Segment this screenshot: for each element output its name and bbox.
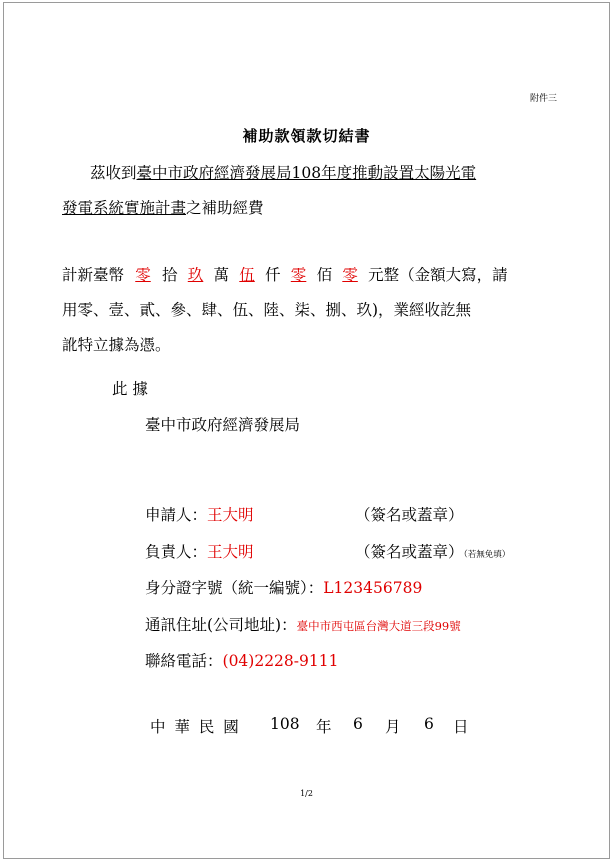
- date-year: 108: [270, 715, 300, 733]
- intro-plan-name-2: 發電系統實施計畫: [62, 199, 187, 217]
- intro-prefix: 茲收到: [90, 164, 137, 182]
- amount-line-1: [62, 263, 508, 285]
- responsible-sign-note: （簽名或蓋章）: [355, 543, 464, 561]
- applicant-row: [145, 503, 464, 525]
- address-label: 通訊住址(公司地址)：: [145, 616, 297, 634]
- applicant-value: 王大明: [207, 506, 254, 524]
- amount-unit-qian: 仟: [265, 266, 281, 284]
- phone-value: (04)2228-9111: [222, 652, 339, 670]
- amount-digit-hundred: 零: [290, 266, 307, 284]
- date-month: 6: [353, 715, 363, 733]
- amount-lead: 計新臺幣: [62, 266, 125, 284]
- date-day: 6: [424, 715, 434, 733]
- date-month-unit: 月: [385, 718, 401, 736]
- amount-digit-ten: 零: [342, 266, 358, 284]
- responsible-row: [145, 540, 510, 562]
- recipient-name: 臺中市政府經濟發展局: [145, 416, 301, 434]
- amount-unit-wan: 萬: [213, 266, 230, 284]
- evidence-label: 此 據: [112, 380, 148, 398]
- id-row: [145, 576, 422, 598]
- amount-unit-ten: 拾: [162, 266, 178, 284]
- responsible-optional-note: （若無免填）: [463, 550, 511, 560]
- amount-digit-tens-thousand: 零: [135, 266, 151, 284]
- amount-note-line-3: 訛特立據為憑。: [62, 336, 171, 354]
- phone-row: [145, 649, 338, 671]
- intro-suffix: 之補助經費: [186, 199, 264, 217]
- document-title: 補助款領款切結書: [242, 127, 371, 145]
- amount-unit-bai: 佰: [316, 266, 333, 284]
- intro-line-2: [62, 196, 264, 218]
- date-year-unit: 年: [316, 718, 332, 736]
- address-value: 臺中市西屯區台灣大道三段99號: [296, 619, 461, 633]
- page-number: 1/2: [300, 789, 313, 798]
- applicant-label: 申請人：: [145, 506, 208, 524]
- intro-plan-name-1: 臺中市政府經濟發展局108年度推動設置太陽光電: [136, 164, 477, 182]
- phone-label: 聯絡電話：: [145, 652, 223, 670]
- responsible-value: 王大明: [207, 543, 254, 561]
- amount-unit-yuan: 元整: [368, 266, 400, 284]
- responsible-label: 負責人：: [145, 543, 208, 561]
- document-page: [3, 2, 610, 859]
- amount-note-1: （金額大寫，請: [399, 266, 508, 284]
- date-line: [150, 715, 480, 735]
- intro-line-1: [90, 161, 476, 183]
- date-era: 中 華 民 國: [150, 718, 241, 736]
- date-day-unit: 日: [453, 718, 469, 736]
- applicant-sign-note: （簽名或蓋章）: [355, 506, 464, 524]
- amount-digit-ten-thousand: 玖: [187, 266, 204, 284]
- address-row: [145, 613, 461, 635]
- amount-note-line-2: 用零、壹、貳、參、肆、伍、陸、柒、捌、玖)，業經收訖無: [62, 301, 472, 319]
- id-value: L123456789: [323, 579, 423, 597]
- annex-label: 附件三: [529, 94, 557, 104]
- id-label: 身分證字號（統一編號）：: [145, 579, 324, 597]
- amount-digit-thousand: 伍: [239, 266, 255, 284]
